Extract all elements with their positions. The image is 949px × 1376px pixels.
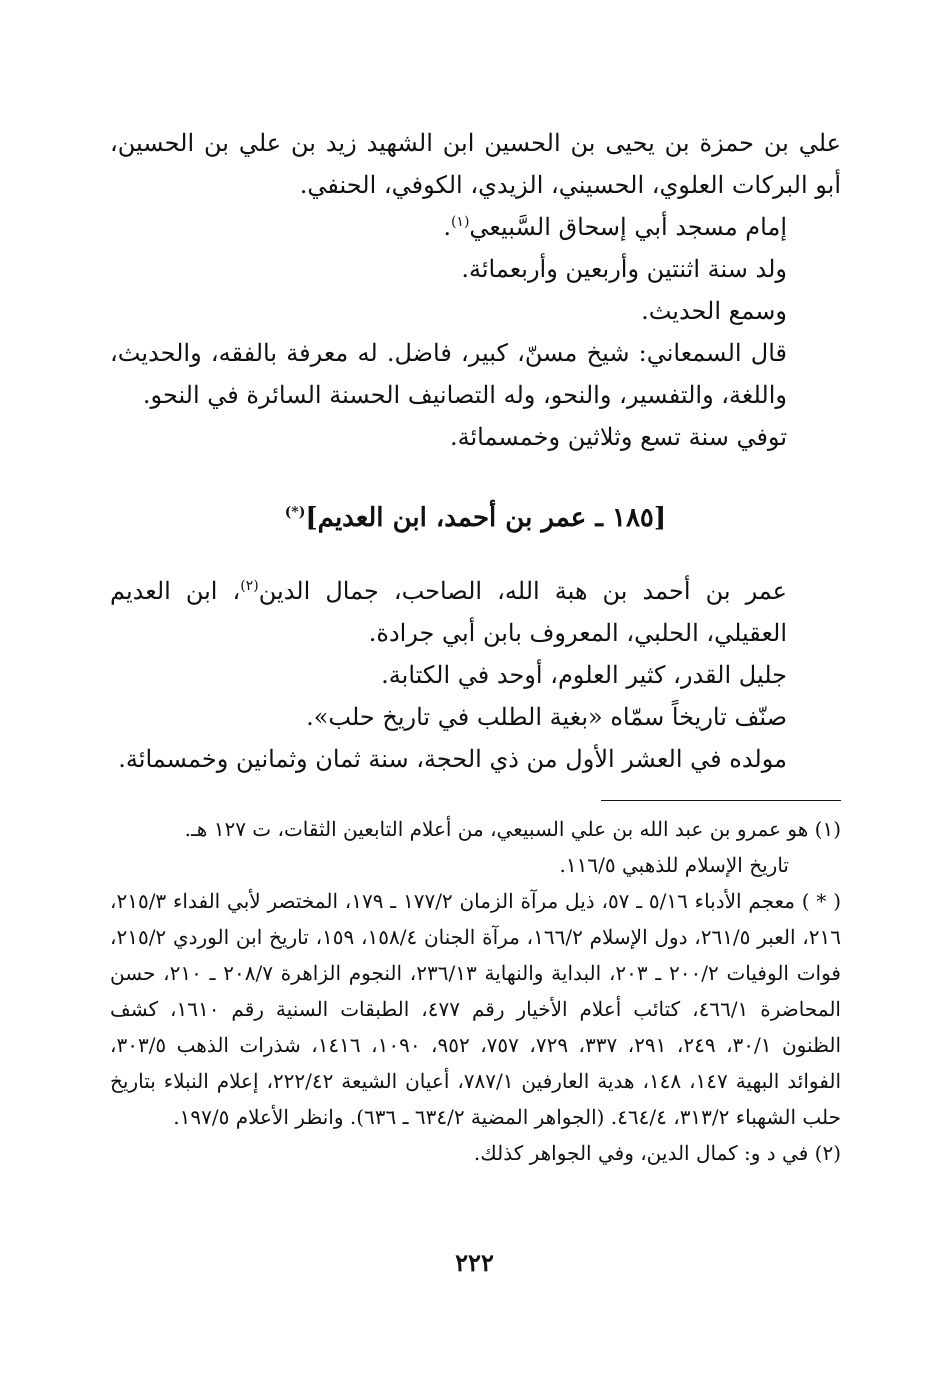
footnote-ref-1: (١) bbox=[450, 214, 470, 230]
footnote-1: (١) هو عمرو بن عبد الله بن علي السبيعي، من أعلام التابعين الثقات، ت ١٢٧ هـ. bbox=[184, 817, 841, 841]
entry185-name-a: عمر بن أحمد بن هبة الله، الصاحب، جمال الدين bbox=[258, 577, 788, 605]
entry184-died-line: توفي سنة تسع وثلاثين وخمسمائة. bbox=[449, 423, 787, 451]
entry184-heard-line: وسمع الحديث. bbox=[641, 297, 787, 325]
entry185-wrote-line: صنّف تاريخاً سمّاه «بغية الطلب في تاريخ حلب». bbox=[306, 703, 787, 731]
entry185-name-b: ، ابن العديم العقيلي، الحلبي، المعروف بابن أبي جرادة. bbox=[110, 577, 787, 647]
footnotes bbox=[110, 811, 841, 1171]
footnote-ref-star: (*) bbox=[284, 504, 306, 521]
entry184-name-paragraph: علي بن حمزة بن يحيى بن الحسين ابن الشهيد زيد بن علي بن الحسين، أبو البركات العلوي، الحسيني، الزيدي، الكوفي، الحنفي. bbox=[110, 129, 841, 199]
entry185-birth-line: مولده في العشر الأول من ذي الحجة، سنة ثمان وثمانين وخمسمائة. bbox=[118, 745, 787, 773]
entry185-name-paragraph bbox=[110, 570, 841, 654]
footnote-2: (٢) في د و: كمال الدين، وفي الجواهر كذلك. bbox=[473, 1141, 841, 1165]
entry185-heading-text: [١٨٥ ـ عمر بن أحمد، ابن العديم] bbox=[305, 503, 667, 533]
footnote-star: ( * ) معجم الأدباء ٥/١٦ ـ ٥٧، ذيل مرآة الزمان ١٧٧/٢ ـ ١٧٩، المختصر لأبي الفداء ٢١٥/٣، ٢١٦، العبر ٢٦١/٥، دول الإسلام ١٦٦/٢، مرآة الجنان ١٥٨/٤، ١٥٩، تاريخ ابن الوردي ٢١٥/٢، فوات الوفيات ٢٠٠/٢ ـ ٢٠٣، البداية والنهاية ٢٣٦/١٣، النجوم الزاهرة ٢٠٨/٧ ـ ٢١٠، حسن المحاضرة ٤٦٦/١، كتائب أعلام الأخيار رقم ٤٧٧، الطبقات السنية رقم ١٦١٠، كشف الظنون ٣٠/١، ٢٤٩، ٢٩١، ٣٣٧، ٧٢٩، ٧٥٧، ٩٥٢، ١٠٩٠، ١٤١٦، شذرات الذهب ٣٠٣/٥، الفوائد البهية ١٤٧، ١٤٨، هدية العارفين ٧٨٧/١، أعيان الشيعة ٢٢٢/٤٢، إعلام النبلاء بتاريخ حلب الشهباء ٣١٣/٢، ٤٦٤/٤. (الجواهر المضية ٦٣٤/٢ ـ ٦٣٦). وانظر الأعلام ١٩٧/٥. bbox=[110, 889, 842, 1129]
footnote-ref-2: (٢) bbox=[240, 578, 259, 594]
footnote-1-continuation: تاريخ الإسلام للذهبي ١١٦/٥. bbox=[559, 853, 789, 877]
entry184-imam-text: إمام مسجد أبي إسحاق السَّبيعي bbox=[469, 213, 787, 241]
entry184-imam-line: إمام مسجد أبي إسحاق السَّبيعي$^{(١)}$. bbox=[443, 213, 787, 241]
entry184-born-line: ولد سنة اثنتين وأربعين وأربعمائة. bbox=[461, 255, 787, 283]
main-text bbox=[110, 122, 841, 780]
page-number: ٢٢٢ bbox=[455, 1248, 494, 1277]
entry185-heading bbox=[110, 498, 841, 538]
entry184-quote-paragraph: قال السمعاني: شيخ مسنّ، كبير، فاضل. له معرفة بالفقه، والحديث، واللغة، والتفسير، والنحو، وله التصانيف الحسنة السائرة في النحو. bbox=[110, 339, 787, 409]
entry185-great-line: جليل القدر، كثير العلوم، أوحد في الكتابة. bbox=[381, 661, 787, 689]
footnote-separator bbox=[601, 800, 841, 801]
